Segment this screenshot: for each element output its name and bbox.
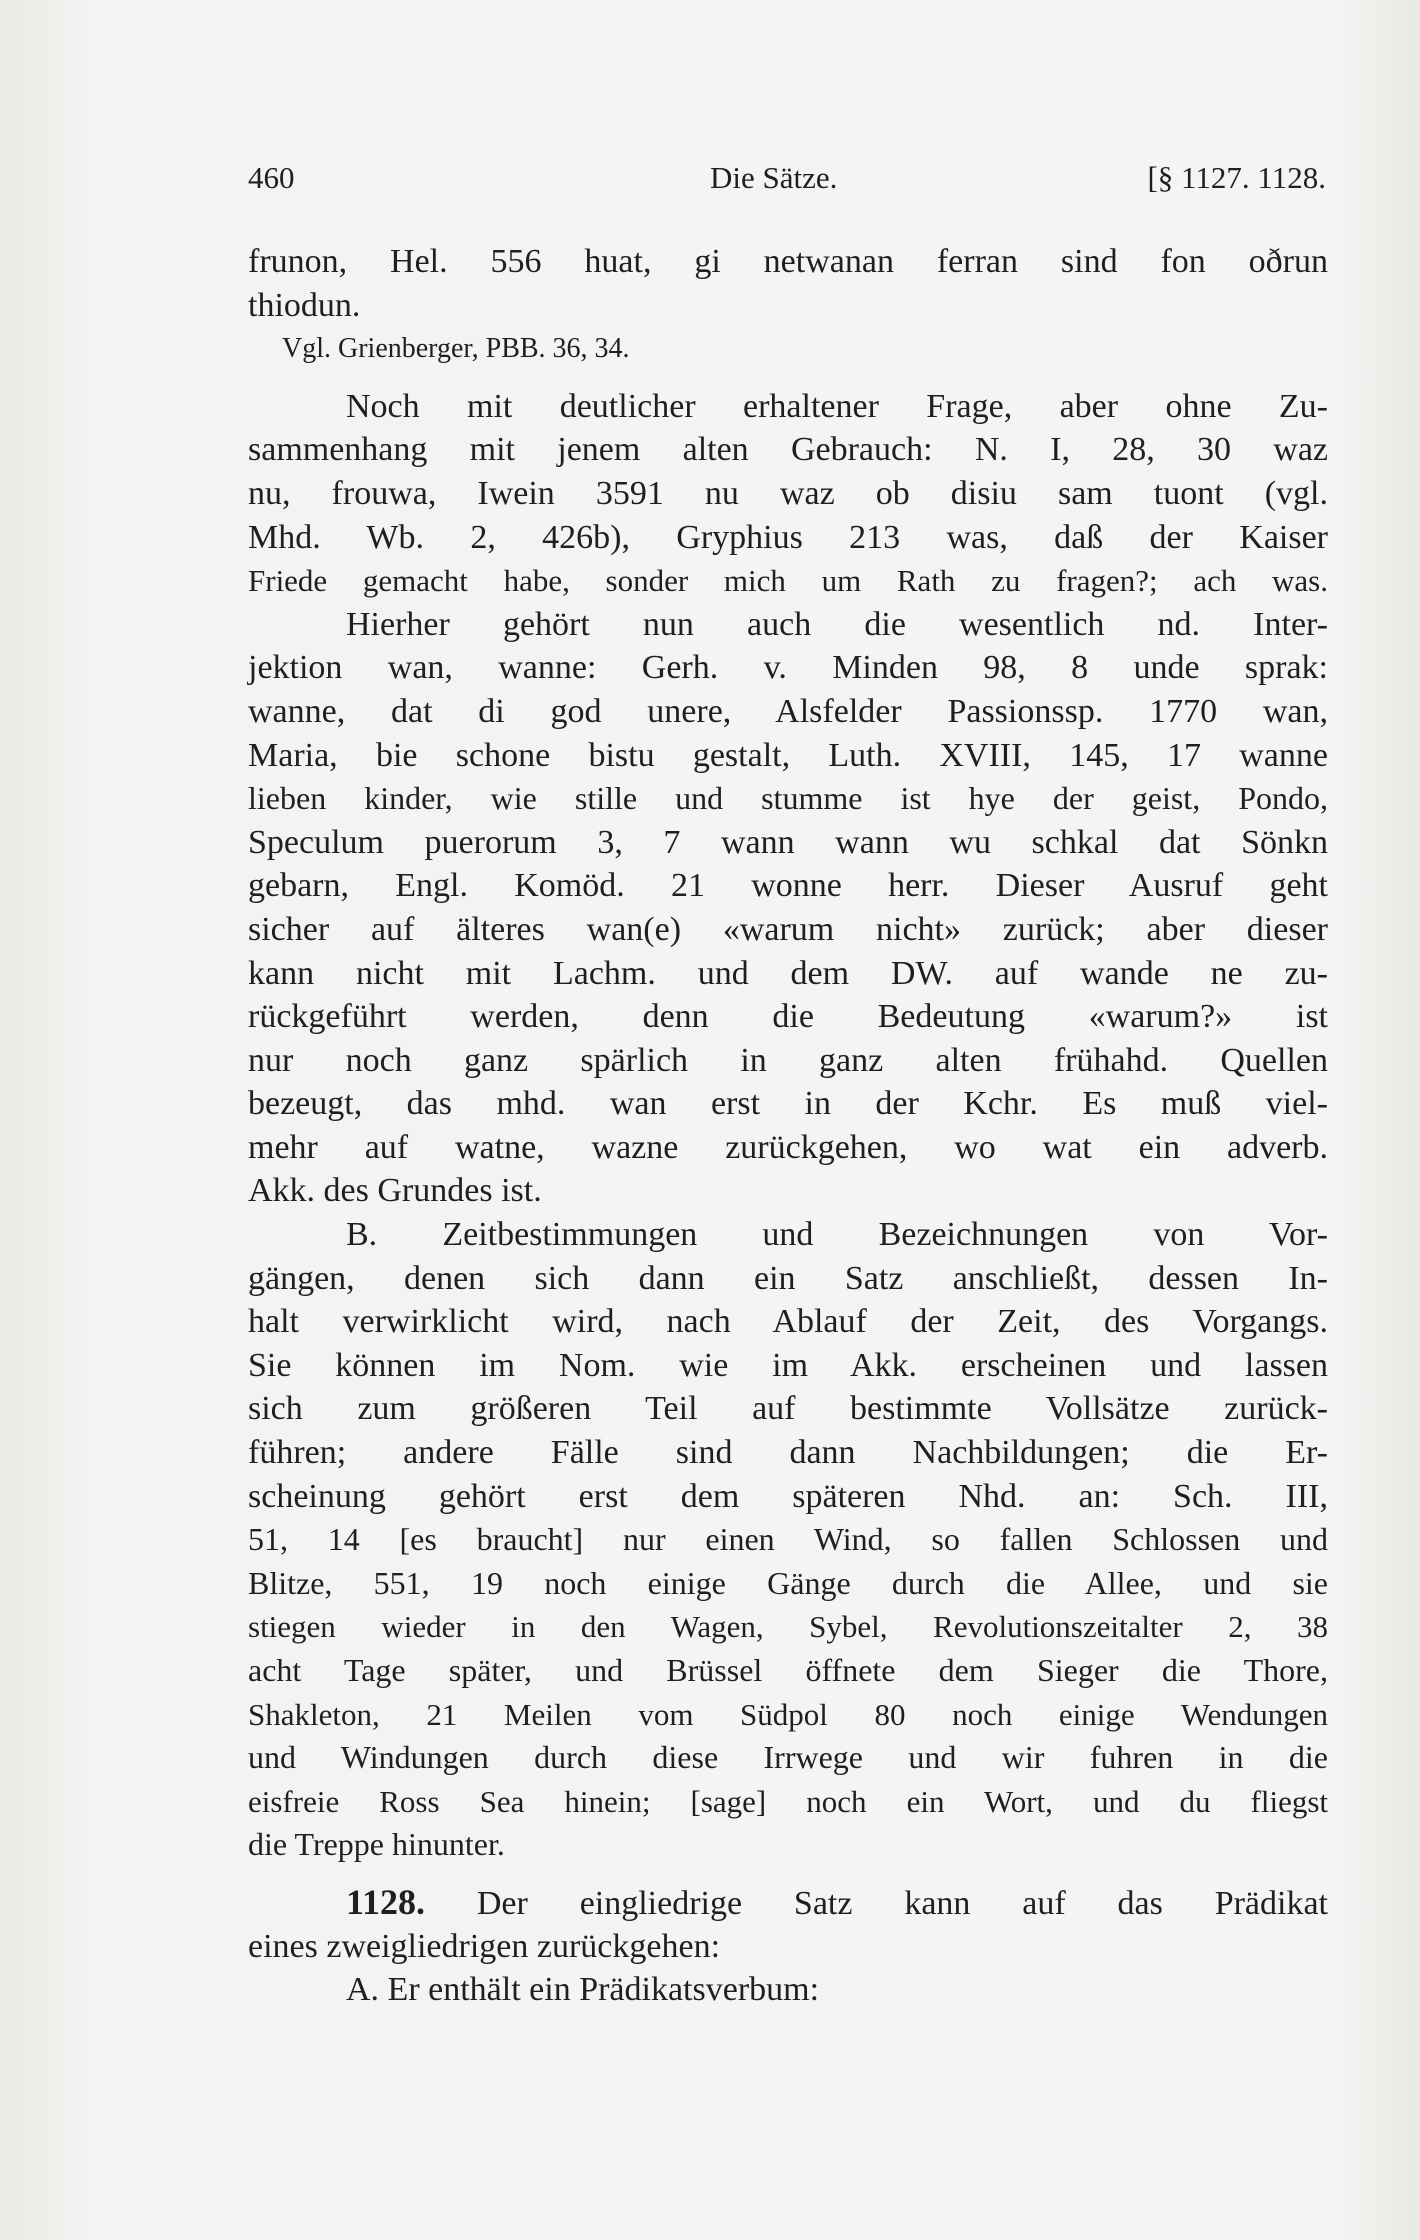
text-line: Noch mit deutlicher erhaltener Frage, aber ohne Zu- (346, 387, 1328, 425)
text-line: Blitze, 551, 19 noch einige Gänge durch die Allee, und sie (248, 1564, 1328, 1601)
text-line: Sie können im Nom. wie im Akk. erscheinen und lassen (248, 1346, 1328, 1384)
text-line: nu, frouwa, Iwein 3591 nu waz ob disiu sam tuont (vgl. (248, 474, 1328, 512)
text-line: eisfreie Ross Sea hinein; [sage] noch ein Wort, und du fliegst (248, 1783, 1328, 1819)
text-line: A. Er enthält ein Prädikatsverbum: (346, 1971, 820, 2009)
text-line: Speculum puerorum 3, 7 wann wann wu schkal dat Sönkn (248, 823, 1328, 861)
text-line: Hierher gehört nun auch die wesentlich nd. Inter- (346, 605, 1328, 643)
body-text (248, 240, 1328, 2012)
text-line: sicher auf älteres wan(e) «warum nicht» zurück; aber dieser (248, 910, 1328, 948)
text-line: und Windungen durch diese Irrwege und wir fuhren in die (248, 1739, 1328, 1776)
text-line: acht Tage später, und Brüssel öffnete dem Sieger die Thore, (248, 1652, 1328, 1688)
text-line: Maria, bie schone bistu gestalt, Luth. XVIII, 145, 17 wanne (248, 736, 1328, 774)
paragraph-1128-opening (248, 1881, 1328, 1925)
text-line: sich zum größeren Teil auf bestimmte Vollsätze zurück- (248, 1390, 1328, 1428)
text-line: 51, 14 [es braucht] nur einen Wind, so fallen Schlossen und (248, 1521, 1328, 1558)
text-line: rückgeführt werden, denn die Bedeutung «warum?» ist (248, 998, 1328, 1036)
text-line: führen; andere Fälle sind dann Nachbildungen; die Er- (248, 1434, 1328, 1472)
text-line: scheinung gehört erst dem späteren Nhd. an: Sch. III, (248, 1477, 1328, 1515)
text-line: jektion wan, wanne: Gerh. v. Minden 98, 8 unde sprak: (248, 649, 1328, 687)
text-line: die Treppe hinunter. (248, 1826, 505, 1863)
text-line: sammenhang mit jenem alten Gebrauch: N. I, 28, 30 waz (248, 431, 1328, 469)
text-line: thiodun. (248, 286, 361, 324)
text-line: halt verwirklicht wird, nach Ablauf der Zeit, des Vorgangs. (248, 1303, 1328, 1341)
text-line: gebarn, Engl. Komöd. 21 wonne herr. Dieser Ausruf geht (248, 867, 1328, 905)
text-line: eines zweigliedrigen zurückgehen: (248, 1927, 721, 1965)
text-line: frunon, Hel. 556 huat, gi netwanan ferran sind fon oðrun (248, 243, 1328, 280)
text-line: lieben kinder, wie stille und stumme ist hye der geist, Pondo, (248, 780, 1328, 817)
text-line: nur noch ganz spärlich in ganz alten frühahd. Quellen (248, 1041, 1328, 1079)
text-line: Mhd. Wb. 2, 426b), Gryphius 213 was, daß der Kaiser (248, 518, 1328, 556)
text-line: bezeugt, das mhd. wan erst in der Kchr. Es muß viel- (248, 1085, 1328, 1123)
text-line: Shakleton, 21 Meilen vom Südpol 80 noch einige Wendungen (248, 1696, 1328, 1732)
running-head (248, 160, 1326, 204)
section-range: [§ 1127. 1128. (1147, 160, 1326, 195)
section-number: 1128. (346, 1881, 426, 1922)
page-number: 460 (248, 160, 295, 195)
text-line: B. Zeitbestimmungen und Bezeichnungen von Vor- (346, 1216, 1328, 1254)
text-line: mehr auf watne, wazne zurückgehen, wo wat ein adverb. (248, 1128, 1328, 1166)
text-line: Der eingliedrige Satz kann auf das Prädikat (476, 1884, 1329, 1922)
running-title: Die Sätze. (710, 160, 838, 195)
text-line: wanne, dat di god unere, Alsfelder Passionssp. 1770 wan, (248, 692, 1328, 730)
text-line: kann nicht mit Lachm. und dem DW. auf wande ne zu- (248, 954, 1328, 992)
reference-line: Vgl. Grienberger, PBB. 36, 34. (282, 333, 630, 365)
text-line: Friede gemacht habe, sonder mich um Rath zu fragen?; ach was. (248, 563, 1328, 599)
text-line: gängen, denen sich dann ein Satz anschließt, dessen In- (248, 1259, 1328, 1297)
text-line: stiegen wieder in den Wagen, Sybel, Revolutionszeitalter 2, 38 (248, 1609, 1328, 1645)
text-line: Akk. des Grundes ist. (248, 1172, 542, 1210)
